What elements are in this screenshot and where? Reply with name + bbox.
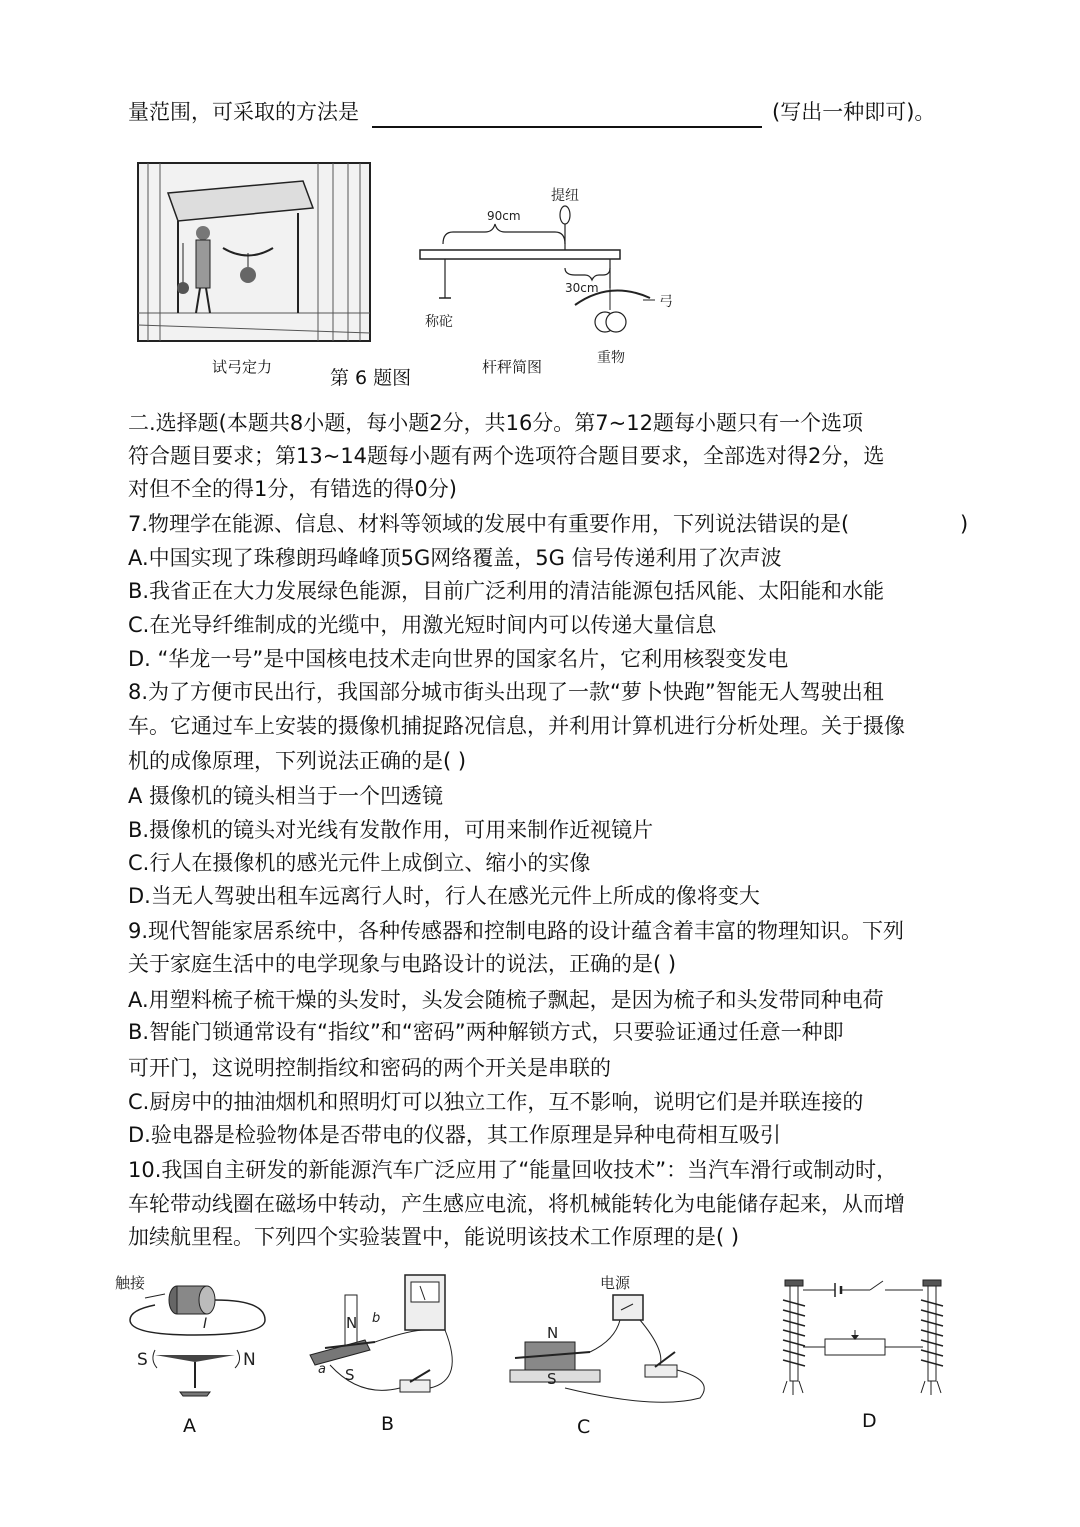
fig-b-text-a: a xyxy=(318,1362,326,1377)
fig-a-text-current: I xyxy=(203,1316,208,1332)
q8-option-c: C.行人在摄像机的感光元件上成倒立、缩小的实像 xyxy=(128,851,591,875)
label-tiniu: 提纽 xyxy=(551,188,579,204)
q8-stem-1: 8.为了方便市民出行，我国部分城市街头出现了一款“萝卜快跑”智能无人驾驶出租 xyxy=(128,680,884,704)
answer-blank[interactable] xyxy=(372,126,762,128)
q10-figure-c xyxy=(505,1270,720,1415)
label-30cm: 30cm xyxy=(565,281,599,295)
q10-figure-b-label: B xyxy=(381,1413,395,1435)
fig-b-text-b: b xyxy=(372,1311,381,1326)
label-tuo: 称砣 xyxy=(425,314,453,330)
q10-stem-2: 车轮带动线圈在磁场中转动，产生感应电流，将机械能转化为电能储存起来，从而增 xyxy=(128,1192,905,1216)
figure6-photo xyxy=(138,163,370,341)
top-suffix: (写出一种即可)。 xyxy=(772,100,936,124)
label-gong: 弓 xyxy=(659,294,673,310)
q10-stem-3: 加续航里程。下列四个实验装置中，能说明该技术工作原理的是( ) xyxy=(128,1225,740,1249)
q9-stem-1: 9.现代智能家居系统中，各种传感器和控制电路的设计蕴含着丰富的物理知识。下列 xyxy=(128,919,905,943)
q10-stem-1: 10.我国自主研发的新能源汽车广泛应用了“能量回收技术”：当汽车滑行或制动时， xyxy=(128,1158,898,1182)
fig-c-text-n: N xyxy=(547,1324,559,1342)
q7-option-d: D. “华龙一号”是中国核电技术走向世界的国家名片，它利用核裂变发电 xyxy=(128,647,789,671)
q9-option-c: C.厨房中的抽油烟机和照明灯可以独立工作，互不影响，说明它们是并联连接的 xyxy=(128,1090,864,1114)
q9-option-d: D.验电器是检验物体是否带电的仪器，其工作原理是异种电荷相互吸引 xyxy=(128,1123,781,1147)
top-prefix: 量范围，可采取的方法是 xyxy=(128,100,359,124)
q9-stem-2: 关于家庭生活中的电学现象与电路设计的说法，正确的是( ) xyxy=(128,952,677,976)
fig-a-text-n: N xyxy=(243,1350,256,1370)
q10-figure-b xyxy=(300,1270,475,1410)
q7-stem: 7.物理学在能源、信息、材料等领域的发展中有重要作用，下列说法错误的是( xyxy=(128,512,850,536)
steelyard-diagram xyxy=(415,180,685,380)
q10-figure-d xyxy=(775,1275,950,1405)
figure6-caption: 第 6 题图 xyxy=(330,367,412,389)
fig-c-text-s: S xyxy=(547,1370,557,1388)
fig-b-text-s: S xyxy=(345,1366,355,1384)
q10-figure-a xyxy=(115,1270,275,1410)
q10-figure-c-label: C xyxy=(577,1416,591,1438)
section2-line-3: 对但不全的得1分，有错选的得0分) xyxy=(128,477,457,501)
q7-close: ) xyxy=(960,512,969,536)
q8-option-b: B.摄像机的镜头对光线有发散作用，可用来制作近视镜片 xyxy=(128,818,654,842)
top-line xyxy=(128,97,359,127)
q9-option-b: B.智能门锁通常设有“指纹”和“密码”两种解锁方式，只要验证通过任意一种即 xyxy=(128,1020,844,1044)
q8-stem-2: 车。它通过车上安装的摄像机捕捉路况信息，并利用计算机进行分析处理。关于摄像 xyxy=(128,714,905,738)
figure6-diagram-label: 杆秤简图 xyxy=(482,358,543,376)
q8-option-d: D.当无人驾驶出租车远离行人时，行人在感光元件上所成的像将变大 xyxy=(128,884,760,908)
figure6-photo-label: 试弓定力 xyxy=(212,358,273,376)
q7-option-a: A.中国实现了珠穆朗玛峰峰顶5G网络覆盖，5G 信号传递利用了次声波 xyxy=(128,546,782,570)
label-90cm: 90cm xyxy=(487,209,521,223)
q8-option-a: A 摄像机的镜头相当于一个凹透镜 xyxy=(128,784,444,808)
section2-line-2: 符合题目要求；第13~14题每小题有两个选项符合题目要求，全部选对得2分，选 xyxy=(128,444,885,468)
q9-option-a: A.用塑料梳子梳干燥的头发时，头发会随梳子飘起，是因为梳子和头发带同种电荷 xyxy=(128,988,884,1012)
label-zhongwu: 重物 xyxy=(597,350,625,366)
q7-option-c: C.在光导纤维制成的光缆中，用激光短时间内可以传递大量信息 xyxy=(128,613,717,637)
section2-line-1: 二.选择题(本题共8小题，每小题2分，共16分。第7~12题每小题只有一个选项 xyxy=(128,411,863,435)
q7-option-b: B.我省正在大力发展绿色能源，目前广泛利用的清洁能源包括风能、太阳能和水能 xyxy=(128,579,885,603)
q10-figure-d-label: D xyxy=(862,1410,877,1432)
fig-b-text-n: N xyxy=(346,1314,358,1332)
fig-a-text-s: S xyxy=(137,1350,148,1370)
q8-stem-3: 机的成像原理，下列说法正确的是( ) xyxy=(128,749,467,773)
q10-figure-a-label: A xyxy=(183,1415,196,1437)
q9-option-b-cont: 可开门，这说明控制指纹和密码的两个开关是串联的 xyxy=(128,1056,611,1080)
fig-a-text-chujie: 触接 xyxy=(115,1274,146,1292)
fig-c-text-power: 电源 xyxy=(600,1274,631,1292)
